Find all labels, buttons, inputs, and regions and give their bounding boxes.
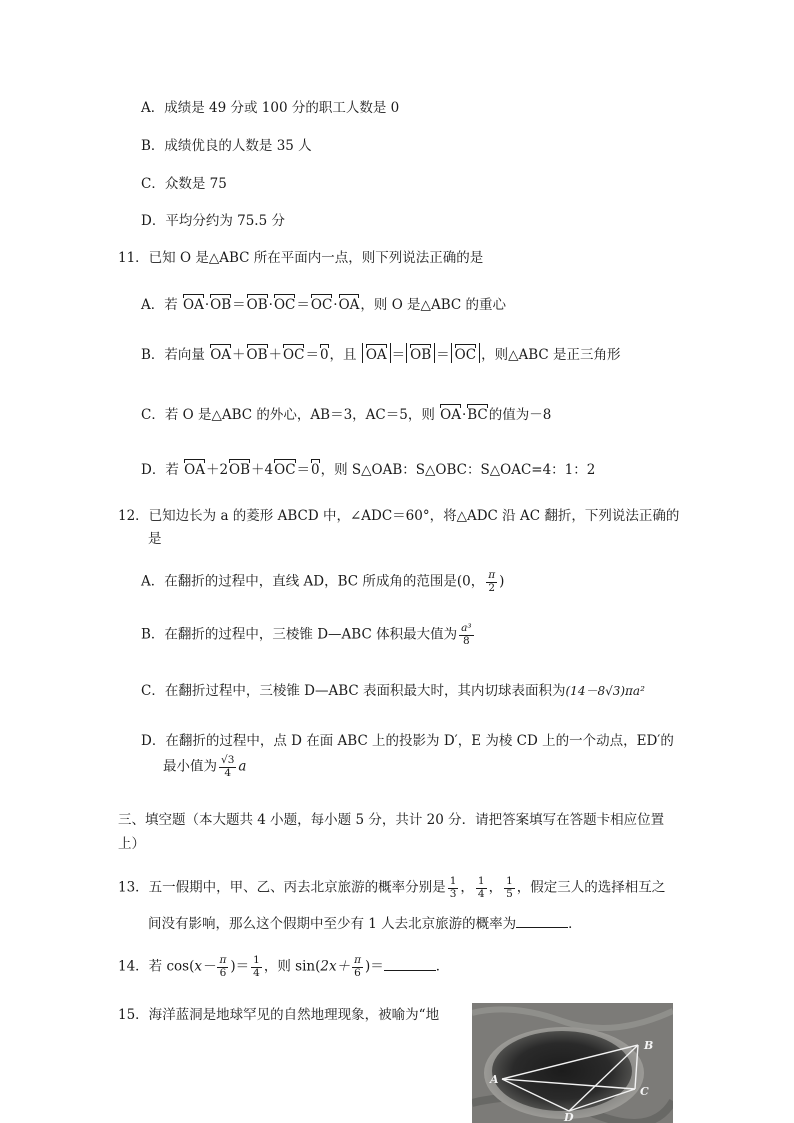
- q12-option-a: [141, 570, 504, 594]
- q13-line2: [148, 915, 582, 932]
- fraction-numerator: π: [488, 569, 496, 581]
- q13-line2-end: ．: [568, 916, 582, 932]
- point-label-c: C: [640, 1085, 649, 1098]
- q11-option-c: C．若 O 是△ABC 的外心，AB＝3，AC＝5，则 OA·BC的值为－8: [141, 403, 551, 423]
- fraction: [448, 876, 459, 900]
- q11-b-suffix: ，则△ABC 是正三角形: [481, 347, 621, 363]
- q12-option-d-line1: D．在翻折的过程中，点 D 在面 ABC 上的投影为 D′，E 为棱 CD 上的一个动点，ED′的: [141, 733, 674, 749]
- fraction-denominator: 2: [488, 581, 496, 594]
- fraction-numerator: a³: [461, 622, 472, 634]
- fraction: [459, 623, 473, 647]
- q12-option-c: [141, 683, 645, 699]
- fraction-numerator: 1: [253, 954, 260, 966]
- point-label-d: D: [564, 1111, 574, 1123]
- fraction-denominator: 4: [224, 766, 232, 779]
- q13-suffix: ，假定三人的选择相互之: [516, 879, 666, 896]
- fraction: [217, 955, 228, 979]
- q14-mid1: )＝: [230, 958, 250, 975]
- q10-option-d: D．平均分约为 75.5 分: [141, 213, 285, 229]
- q11-d-suffix: ，则 S△OAB：S△OBC：S△OAC=4：1：2: [320, 462, 596, 478]
- answer-blank: [384, 958, 436, 971]
- fraction-denominator: 5: [506, 887, 513, 900]
- fraction-denominator: 4: [477, 887, 485, 900]
- fraction: [251, 955, 262, 979]
- q11-c-prefix: C．若 O 是△ABC 的外心，AB＝3，AC＝5，则: [141, 407, 440, 423]
- fraction-numerator: √3: [221, 754, 235, 766]
- point-label-b: B: [644, 1039, 654, 1052]
- blue-hole-photo: [472, 1003, 673, 1123]
- q10-option-a: A．成绩是 49 分或 100 分的职工人数是 0: [141, 100, 400, 116]
- q14-line: [118, 955, 449, 979]
- blue-hole-figure: [472, 1003, 673, 1123]
- q13-prefix: 13．五一假期中，甲、乙、丙去北京旅游的概率分别是: [118, 879, 446, 896]
- q12-d-var: a: [238, 758, 247, 775]
- q14-period: ．: [435, 958, 450, 975]
- fraction-denominator: 6: [354, 966, 361, 979]
- q12-a-text: A．在翻折的过程中，直线 AD，BC 所成角的范围是(0，: [141, 573, 485, 590]
- fraction: [504, 876, 515, 900]
- q12-a-close: ): [499, 573, 505, 590]
- fraction: [352, 955, 363, 979]
- q11-stem: 11．已知 O 是△ABC 所在平面内一点，则下列说法正确的是: [118, 250, 484, 266]
- q14-x2: 2x＋: [320, 958, 351, 975]
- fraction: [476, 876, 487, 900]
- q13-line1: 13．五一假期中，甲、乙、丙去北京旅游的概率分别是 $\frac{1}{3}$ ， $\frac{1}{4}$ ， $\frac{1}{5}$ ，假定三人的选择相互之: [118, 875, 666, 900]
- q10-option-c: C．众数是 75: [141, 176, 227, 192]
- fraction: [486, 570, 497, 594]
- section3-heading-line2: 上）: [118, 836, 145, 852]
- section3-heading-line1: 三、填空题（本大题共 4 小题，每小题 5 分，共计 20 分．请把答案填写在答题卡相应位置: [118, 812, 665, 828]
- q12-c-expr: (14－8√3)πa²: [565, 684, 645, 698]
- q14-mid2: ，则 sin(: [263, 958, 321, 975]
- q12-stem-line1: 12．已知边长为 a 的菱形 ABCD 中，∠ADC＝60°，将△ADC 沿 AC 翻折，下列说法正确的: [118, 508, 680, 524]
- q12-c-text: C．在翻折过程中，三棱锥 D—ABC 表面积最大时，其内切球表面积为: [141, 683, 566, 699]
- q11-b-prefix: B．若向量: [141, 347, 210, 363]
- fraction-numerator: 1: [506, 875, 513, 887]
- q11-a-prefix: A．若: [141, 297, 183, 313]
- q11-option-d: D．若 OA＋2OB＋4OC＝0，则 S△OAB：S△OBC：S△OAC=4：1：2: [141, 458, 595, 478]
- q11-b-mid: ，且: [329, 347, 361, 363]
- q11-a-suffix: ，则 O 是△ABC 的重心: [360, 297, 506, 313]
- fraction-denominator: 6: [219, 966, 227, 979]
- point-label-a: A: [490, 1073, 499, 1086]
- fraction-numerator: π: [219, 954, 227, 966]
- q15-text: 15．海洋蓝洞是地球罕见的自然地理现象，被喻为“地: [118, 1007, 440, 1023]
- q12-d-text: 最小值为: [163, 758, 217, 775]
- q12-option-d-line2: [163, 755, 246, 779]
- q12-stem-line2: 是: [148, 531, 162, 547]
- fraction-numerator: π: [354, 954, 361, 966]
- fraction-denominator: 8: [462, 634, 470, 647]
- q11-c-suffix: 的值为－8: [488, 407, 552, 423]
- q11-option-b: B．若向量 OA＋OB＋OC＝0，且 OA ＝ OB ＝ OC ，则△ABC 是正三角形: [141, 343, 621, 363]
- q11-option-a: A．若 OA·OB＝OB·OC＝OC·OA，则 O 是△ABC 的重心: [141, 293, 506, 313]
- q14-end: )＝: [364, 958, 384, 975]
- q14-x1: x－: [194, 958, 216, 975]
- fraction-denominator: 3: [449, 887, 457, 900]
- q10-option-b: B．成绩优良的人数是 35 人: [141, 138, 312, 154]
- q14-prefix: 14．若 cos(: [118, 958, 195, 975]
- fraction-numerator: 1: [449, 875, 457, 887]
- fraction-numerator: 1: [477, 875, 485, 887]
- q12-b-text: B．在翻折的过程中，三棱锥 D—ABC 体积最大值为: [141, 626, 458, 643]
- fraction: [219, 755, 236, 779]
- q13-line2-text: 间没有影响，那么这个假期中至少有 1 人去北京旅游的概率为: [148, 916, 517, 932]
- q12-option-b: [141, 623, 476, 647]
- q11-d-prefix: D．若: [141, 462, 184, 478]
- fraction-denominator: 4: [253, 966, 260, 979]
- answer-blank: [516, 915, 568, 928]
